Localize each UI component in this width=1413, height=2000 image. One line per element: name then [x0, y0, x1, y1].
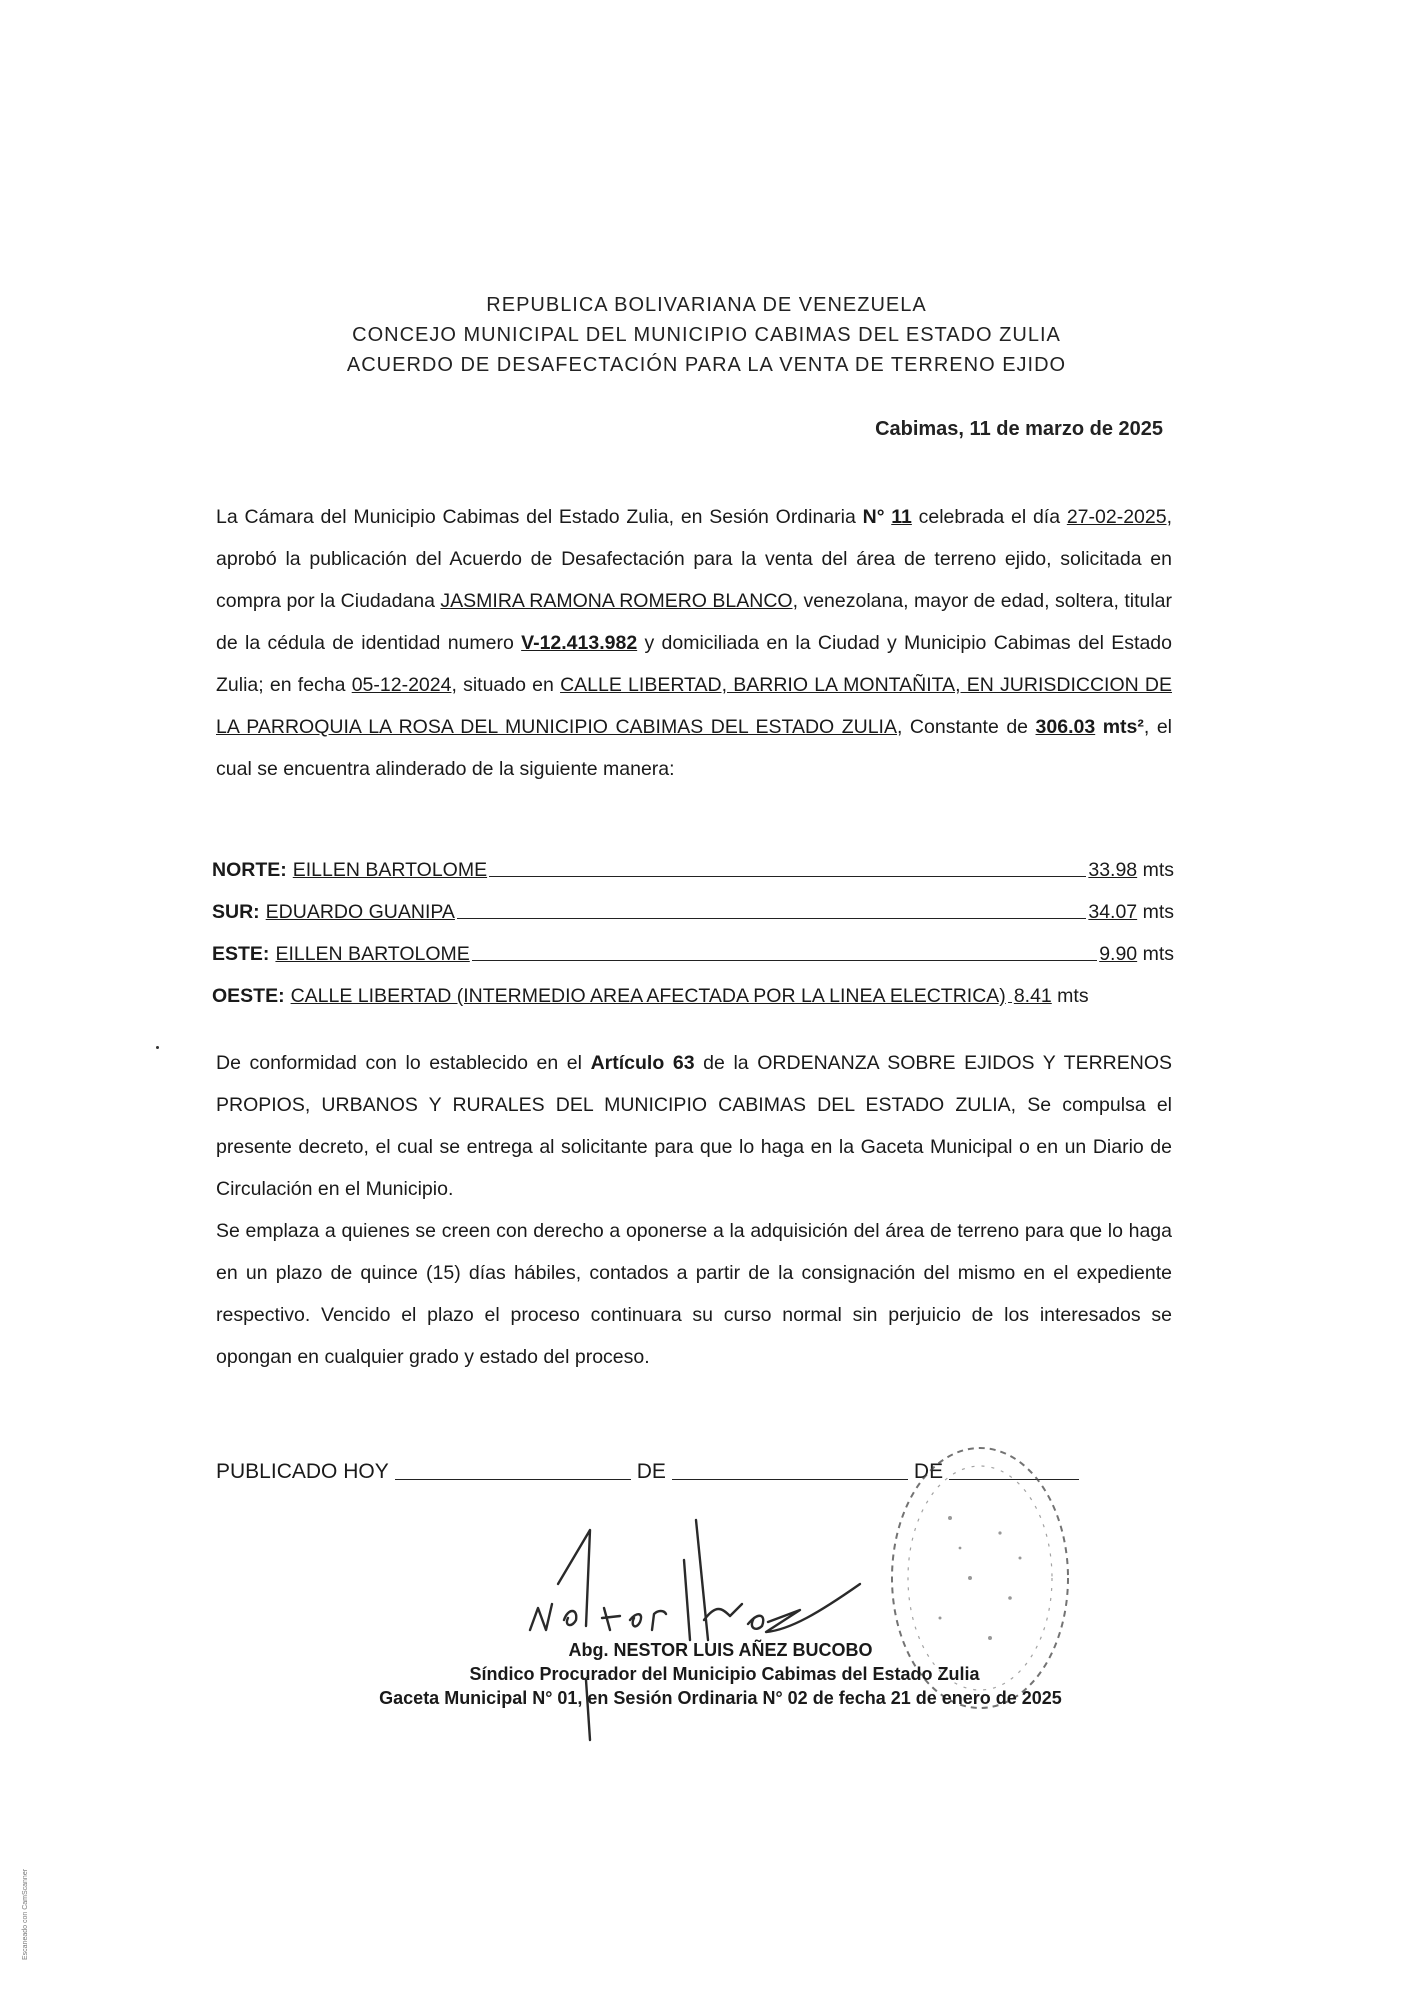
property-location: CALLE LIBERTAD, BARRIO LA MONTAÑITA, EN JURISDICCION DE LA PARROQUIA LA ROSA DEL MUNICIPIO CABIMAS DEL ESTADO ZULIA, — [216, 674, 1172, 738]
boundary-row-north: NORTE: EILLEN BARTOLOME 33.98 mts — [212, 859, 1174, 881]
scan-speck — [156, 1046, 159, 1049]
boundary-row-south: SUR: EDUARDO GUANIPA 34.07 mts — [212, 901, 1174, 923]
boundaries-list — [212, 840, 1174, 1008]
header-republic: REPUBLICA BOLIVARIANA DE VENEZUELA — [486, 294, 927, 316]
leader-line — [1008, 1002, 1012, 1003]
scanner-watermark: Escaneado con CamScanner — [22, 1868, 29, 1960]
signer-role: Síndico Procurador del Municipio Cabimas del Estado Zulia — [469, 1664, 980, 1684]
request-date: 05-12-2024 — [351, 674, 452, 696]
leader-line — [457, 918, 1086, 919]
document-header — [0, 290, 1413, 380]
paragraph-session: La Cámara del Municipio Cabimas del Estado Zulia, en Sesión Ordinaria N° 11 celebrada el día 27-02-2025, aprobó la publicación del Acuerdo de Desafectación para la venta del área de terreno ejido, solicitada en compra por la Ciudadana JASMIRA RAMONA ROMERO BLANCO, venezolana, mayor de edad, soltera, titular de la cédula de identidad numero V-12.413.982 y domiciliada en la Ciudad y Municipio Cabimas del Estado Zulia; en fecha 05-12-2024, situado en CALLE LIBERTAD, BARRIO LA MONTAÑITA, EN JURISDICCION DE LA PARROQUIA LA ROSA DEL MUNICIPIO CABIMAS DEL ESTADO ZULIA, Constante de 306.03 mts², el cual se encuentra alinderado de la siguiente manera: — [216, 506, 1173, 780]
gaceta-reference: Gaceta Municipal N° 01, en Sesión Ordinaria N° 02 de fecha 21 de enero de 2025 — [379, 1688, 1062, 1708]
header-council: CONCEJO MUNICIPAL DEL MUNICIPIO CABIMAS DEL ESTADO ZULIA — [352, 324, 1061, 346]
paragraph-summons: Se emplaza a quienes se creen con derecho a oponerse a la adquisición del área de terreno para que lo haga en un plazo de quince (15) días hábiles, contados a partir de la consignación del mismo en el expediente respectivo. Vencido el plazo el proceso continuara su curso normal sin perjuicio de los interesados se opongan en cualquier grado y estado del proceso. — [216, 1220, 1172, 1368]
boundary-row-west: OESTE: CALLE LIBERTAD (INTERMEDIO AREA AFECTADA POR LA LINEA ELECTRICA) 8.41 mts — [212, 985, 1089, 1007]
boundary-row-east: ESTE: EILLEN BARTOLOME 9.90 mts — [212, 943, 1174, 965]
paragraph-ordinance: De conformidad con lo establecido en el Artículo 63 de la ORDENANZA SOBRE EJIDOS Y TERRENOS PROPIOS, URBANOS Y RURALES DEL MUNICIPIO CABIMAS DEL ESTADO ZULIA, Se compulsa el presente decreto, el cual se entrega al solicitante para que lo haga en la Gaceta Municipal o en un Diario de Circulación en el Municipio. — [216, 1052, 1172, 1200]
citizen-name: JASMIRA RAMONA ROMERO BLANCO, — [440, 590, 799, 612]
signer-name: Abg. NESTOR LUIS AÑEZ BUCOBO — [568, 1640, 873, 1660]
publication-line: PUBLICADO HOY DE DE — [216, 1460, 1085, 1484]
session-number: 11 — [891, 506, 912, 528]
handwritten-signature — [490, 1480, 890, 1750]
article-reference: Artículo 63 — [590, 1052, 695, 1074]
header-agreement-title: ACUERDO DE DESAFECTACIÓN PARA LA VENTA DE TERRENO EJIDO — [346, 354, 1067, 376]
document-date: Cabimas, 11 de marzo de 2025 — [875, 418, 1163, 440]
leader-line — [489, 876, 1086, 877]
property-area: 306.03 — [1035, 716, 1096, 738]
session-date: 27-02-2025, — [1066, 506, 1172, 528]
id-number: V-12.413.982 — [521, 632, 638, 654]
leader-line — [472, 960, 1097, 961]
